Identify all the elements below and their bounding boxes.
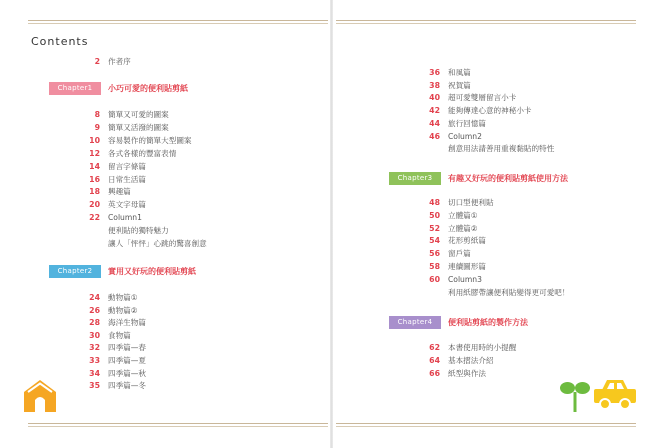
entry-title: 日常生活篇 [108, 174, 146, 184]
entry-title: 本書使用時的小提醒 [448, 343, 517, 352]
entry-title: 簡單又可愛的圖案 [108, 110, 169, 119]
house-icon [22, 378, 58, 414]
page-number: 22 [89, 213, 100, 223]
page-number: 56 [429, 249, 440, 259]
entry-title: 切口型便利貼 [448, 198, 494, 207]
chapter-2-title: 實用又好玩的便利貼剪紙 [108, 267, 196, 276]
entry-title: 四季篇—夏 [108, 356, 146, 365]
top-rule-thin [336, 23, 636, 24]
subentry-title: 創意用法請善用重複黏貼的特性 [448, 144, 555, 154]
page-number: 30 [89, 330, 100, 340]
entry-title: 紙型與作法 [448, 368, 486, 378]
page-number: 62 [429, 343, 440, 352]
page-number: 9 [94, 122, 100, 132]
bottom-rule-thin [28, 426, 328, 427]
subentry-title: 便利貼的獨特魅力 [108, 226, 169, 236]
page-number: 46 [429, 131, 440, 141]
page-number: 44 [429, 118, 440, 128]
page-number: 54 [429, 236, 440, 246]
page-number: 28 [89, 318, 100, 328]
entry-title: 各式各樣的豐富表情 [108, 148, 177, 158]
chapter-1-title: 小巧可愛的便利貼剪紙 [108, 84, 188, 93]
page-number: 20 [89, 200, 100, 210]
subentry-title: 利用紙膠帶讓便利貼變得更可愛吧！ [448, 287, 570, 297]
top-rule [28, 20, 328, 21]
entry-title: 旅行回憶篇 [448, 118, 486, 128]
page-number: 36 [429, 68, 440, 77]
entry-title: 立體篇① [448, 210, 478, 220]
entry-title: 興趣篇 [108, 187, 131, 197]
page-number: 18 [89, 187, 100, 197]
entry-title: 動物篇① [108, 293, 138, 302]
page-number: 33 [89, 356, 100, 365]
entry-title: 作者序 [108, 57, 131, 66]
entry-title: 海洋生物篇 [108, 318, 146, 328]
bottom-rule [336, 423, 636, 424]
page-number: 42 [429, 106, 440, 116]
entry-title: 容易製作的簡單大型圖案 [108, 135, 192, 145]
entry-title: Column3 [448, 274, 482, 284]
page-number: 64 [429, 355, 440, 365]
entry-title: 留言字條篇 [108, 161, 146, 171]
bottom-rule [28, 423, 328, 424]
page-number: 10 [89, 135, 100, 145]
chapter-2-tag: Chapter2 [49, 265, 101, 278]
entry-title: 食物篇 [108, 330, 131, 340]
page-number: 12 [89, 148, 100, 158]
entry-title: Column2 [448, 131, 482, 141]
entry-title: 窗戶篇 [448, 249, 471, 259]
entry-title: 基本摺法介紹 [448, 355, 494, 365]
page-number: 66 [429, 368, 440, 378]
top-rule-thin [28, 23, 328, 24]
page-number: 26 [89, 305, 100, 315]
right-page [332, 0, 663, 448]
entry-title: 祝賀篇 [448, 80, 471, 90]
page-number: 32 [89, 343, 100, 353]
page-number: 60 [429, 274, 440, 284]
page-number: 35 [89, 381, 100, 391]
chapter-4-tag: Chapter4 [389, 316, 441, 329]
top-rule [336, 20, 636, 21]
page-number: 50 [429, 210, 440, 220]
page-number: 14 [89, 161, 100, 171]
chapter-3-title: 有趣又好玩的便利貼剪紙使用方法 [448, 174, 568, 183]
sprout-icon [560, 378, 590, 412]
chapter-3-tag: Chapter3 [389, 172, 441, 185]
page-number: 52 [429, 223, 440, 233]
chapter-4-title: 便利貼剪紙的製作方法 [448, 318, 528, 327]
entry-title: 四季篇—冬 [108, 381, 146, 391]
entry-title: 和風篇 [448, 68, 471, 77]
page-number: 8 [94, 110, 100, 119]
subentry-title: 讓人「怦怦」心跳的驚喜創意 [108, 239, 207, 248]
entry-title: 四季篇—秋 [108, 368, 146, 378]
entry-title: 花形剪紙篇 [448, 236, 486, 246]
entry-title: 立體篇② [448, 223, 478, 233]
page-number: 40 [429, 93, 440, 103]
page-number: 34 [89, 368, 100, 378]
page-number: 2 [94, 57, 100, 66]
entry-title: 連續圖形篇 [448, 262, 486, 271]
chapter-1-tag: Chapter1 [49, 82, 101, 95]
left-page [0, 0, 331, 448]
entry-title: Column1 [108, 213, 142, 223]
entry-title: 超可愛雙層留言小卡 [448, 93, 517, 103]
page-number: 38 [429, 80, 440, 90]
car-icon [594, 378, 636, 412]
entry-title: 四季篇—春 [108, 343, 146, 353]
entry-title: 簡單又活潑的圖案 [108, 122, 169, 132]
bottom-rule-thin [336, 426, 636, 427]
page-title: Contents [31, 35, 89, 48]
page-number: 24 [89, 293, 100, 302]
page-number: 48 [429, 198, 440, 207]
page-number: 58 [429, 262, 440, 271]
entry-title: 英文字母篇 [108, 200, 146, 210]
entry-title: 動物篇② [108, 305, 138, 315]
page-number: 16 [89, 174, 100, 184]
entry-title: 能夠傳達心意的神秘小卡 [448, 106, 532, 116]
